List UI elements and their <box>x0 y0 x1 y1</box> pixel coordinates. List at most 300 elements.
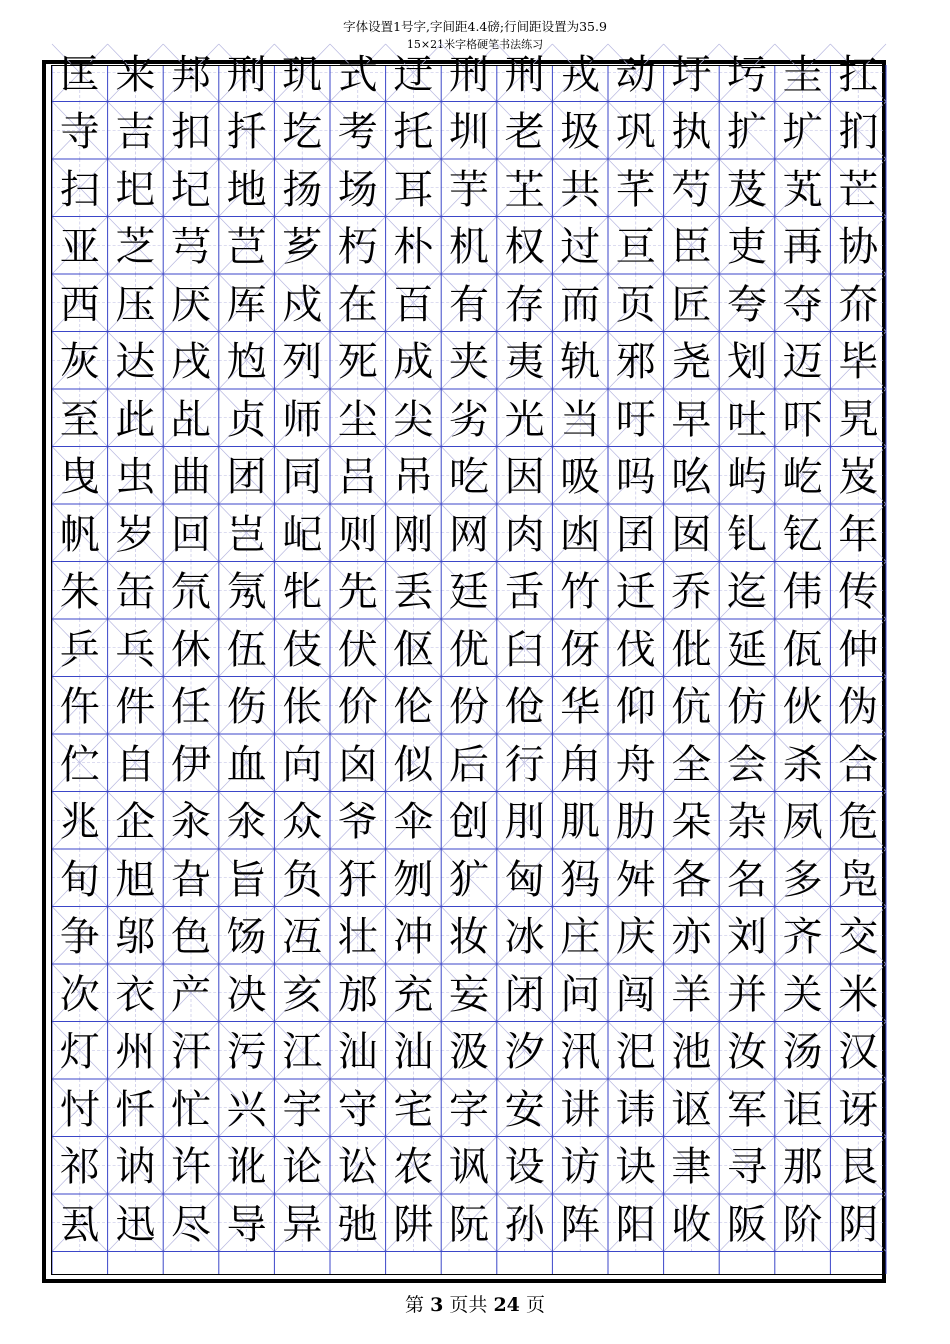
grid-character: 讴 <box>671 1086 712 1133</box>
grid-character: 灰 <box>59 339 100 386</box>
grid-character: 尽 <box>171 1201 211 1248</box>
grid-character: 优 <box>449 626 489 673</box>
grid-character: 伍 <box>226 626 267 673</box>
grid-character: 厌 <box>171 281 211 328</box>
grid-character: 因 <box>504 454 545 501</box>
grid-character: 玑 <box>282 51 323 98</box>
grid-character: 圹 <box>782 109 823 156</box>
grid-character: 页 <box>615 281 656 328</box>
grid-character: 吏 <box>727 224 767 271</box>
grid-character: 刚 <box>393 511 434 558</box>
grid-character: 圮 <box>171 166 211 213</box>
grid-character: 旯 <box>838 396 879 443</box>
grid-character: 扩 <box>727 109 767 156</box>
grid-character: 氽 <box>226 799 267 846</box>
grid-character: 伤 <box>226 684 267 731</box>
grid-character: 岁 <box>115 511 156 558</box>
grid-character: 污 <box>226 1029 267 1076</box>
grid-character: 创 <box>449 799 489 846</box>
grid-character: 伦 <box>393 684 434 731</box>
grid-character: 伛 <box>393 626 434 673</box>
grid-character: 年 <box>838 511 879 558</box>
grid-character: 过 <box>560 224 601 271</box>
grid-character: 圯 <box>115 166 156 213</box>
footer-total-pages: 24 <box>493 1294 520 1316</box>
grid-character: 吉 <box>115 109 156 156</box>
grid-character: 闯 <box>615 971 656 1018</box>
header-title-line: 15×21米字格硬笔书法练习 <box>406 38 544 51</box>
footer-middle: 页共 <box>449 1294 488 1316</box>
grid-character: 充 <box>393 971 434 1018</box>
grid-character: 回 <box>171 511 211 558</box>
grid-character: 吓 <box>782 396 823 443</box>
grid-character: 讼 <box>337 1144 378 1191</box>
grid-character: 汕 <box>337 1029 378 1076</box>
grid-character: 吸 <box>560 454 601 501</box>
grid-character: 贞 <box>226 396 267 443</box>
grid-character: 圪 <box>282 109 323 156</box>
grid-character: 凫 <box>838 856 879 903</box>
grid-character: 邪 <box>615 339 656 386</box>
grid-character: 肉 <box>504 511 545 558</box>
grid-character: 后 <box>449 741 489 788</box>
grid-character: 场 <box>337 166 378 213</box>
grid-character: 来 <box>115 51 156 98</box>
grid-character: 执 <box>671 109 712 156</box>
grid-character: 羊 <box>671 971 712 1018</box>
grid-character: 划 <box>727 339 767 386</box>
grid-character: 竹 <box>560 569 601 616</box>
grid-character: 汝 <box>727 1029 767 1076</box>
grid-character: 犴 <box>337 856 378 903</box>
grid-character: 汛 <box>560 1029 601 1076</box>
grid-character: 会 <box>727 741 767 788</box>
grid-character: 阮 <box>449 1201 489 1248</box>
grid-character: 尥 <box>226 339 267 386</box>
grid-character: 争 <box>59 914 100 961</box>
grid-character: 危 <box>838 799 879 846</box>
grid-character: 收 <box>671 1201 712 1248</box>
grid-character: 屿 <box>727 454 767 501</box>
grid-character: 阶 <box>782 1201 823 1248</box>
grid-character: 西 <box>59 281 100 328</box>
grid-character: 忏 <box>115 1086 156 1133</box>
grid-character: 至 <box>59 396 100 443</box>
grid-character: 扣 <box>171 109 211 156</box>
grid-character: 寺 <box>59 109 100 156</box>
grid-character: 灯 <box>59 1029 100 1076</box>
grid-character: 血 <box>226 741 267 788</box>
grid-character: 迁 <box>615 569 656 616</box>
grid-character: 芗 <box>282 224 323 271</box>
grid-character: 忙 <box>171 1086 211 1133</box>
grid-character: 诀 <box>615 1144 656 1191</box>
grid-character: 式 <box>337 51 378 98</box>
grid-character: 决 <box>226 971 267 1018</box>
grid-character: 帆 <box>59 511 100 558</box>
grid-character: 问 <box>560 971 601 1018</box>
grid-character: 劣 <box>449 396 489 443</box>
grid-character: 缶 <box>115 569 156 616</box>
grid-character: 冰 <box>504 914 545 961</box>
grid-character: 州 <box>115 1029 156 1076</box>
grid-character: 伎 <box>282 626 323 673</box>
grid-character: 团 <box>226 454 267 501</box>
grid-character: 仳 <box>671 626 712 673</box>
grid-character: 似 <box>393 741 434 788</box>
grid-character: 任 <box>171 684 211 731</box>
grid-character: 汆 <box>171 799 211 846</box>
grid-character: 迈 <box>782 339 823 386</box>
grid-character: 邦 <box>171 51 211 98</box>
grid-character: 企 <box>115 799 156 846</box>
grid-character: 有 <box>449 281 489 328</box>
grid-character: 庆 <box>615 914 656 961</box>
grid-character: 色 <box>171 914 211 961</box>
grid-character: 江 <box>282 1029 323 1076</box>
grid-character: 地 <box>226 166 267 213</box>
grid-character: 寻 <box>727 1144 767 1191</box>
grid-character: 设 <box>504 1144 545 1191</box>
grid-character: 弛 <box>337 1201 378 1248</box>
grid-character: 迄 <box>727 569 767 616</box>
grid-character: 负 <box>282 856 323 903</box>
grid-character: 刘 <box>727 914 767 961</box>
grid-character: 忖 <box>59 1086 100 1133</box>
grid-character: 夸 <box>727 281 767 328</box>
grid-character: 齐 <box>782 914 823 961</box>
grid-character: 尘 <box>337 396 378 443</box>
grid-character: 向 <box>282 741 323 788</box>
grid-character: 池 <box>671 1029 712 1076</box>
grid-character: 乓 <box>115 626 156 673</box>
grid-character: 汤 <box>782 1029 823 1076</box>
grid-character: 伥 <box>282 684 323 731</box>
grid-character: 肋 <box>615 799 656 846</box>
grid-character: 兴 <box>226 1086 267 1133</box>
grid-character: 关 <box>782 971 823 1018</box>
grid-character: 饧 <box>226 914 267 961</box>
grid-character: 邬 <box>115 914 156 961</box>
grid-character: 份 <box>449 684 489 731</box>
grid-character: 阱 <box>393 1201 434 1248</box>
grid-character: 芊 <box>615 166 656 213</box>
grid-character: 合 <box>838 741 879 788</box>
grid-character: 刎 <box>393 856 434 903</box>
grid-character: 吕 <box>337 454 378 501</box>
grid-character: 汗 <box>171 1029 211 1076</box>
grid-character: 芎 <box>171 224 211 271</box>
grid-character: 芋 <box>449 166 489 213</box>
grid-character: 乒 <box>59 626 100 673</box>
grid-character: 旭 <box>115 856 156 903</box>
grid-character: 犸 <box>560 856 601 903</box>
grid-character: 乩 <box>171 396 211 443</box>
grid-character: 爷 <box>337 799 378 846</box>
grid-character: 共 <box>560 166 601 213</box>
grid-character: 厍 <box>226 281 267 328</box>
grid-character: 芒 <box>838 166 879 213</box>
grid-character: 次 <box>59 971 100 1018</box>
grid-character: 许 <box>171 1144 211 1191</box>
grid-character: 邡 <box>337 971 378 1018</box>
grid-character: 而 <box>560 281 601 328</box>
grid-character: 屺 <box>282 511 323 558</box>
grid-character: 芏 <box>504 166 545 213</box>
grid-character: 仲 <box>838 626 879 673</box>
grid-character: 杂 <box>727 799 767 846</box>
grid-character: 衣 <box>115 971 156 1018</box>
page-footer <box>0 1290 950 1317</box>
grid-character: 老 <box>504 109 545 156</box>
grid-character: 冱 <box>282 914 323 961</box>
grid-character: 旬 <box>59 856 100 903</box>
grid-character: 论 <box>282 1144 323 1191</box>
grid-character: 刑 <box>449 51 489 98</box>
grid-character: 华 <box>560 684 601 731</box>
grid-character: 艮 <box>838 1144 879 1191</box>
grid-character: 汉 <box>838 1029 879 1076</box>
grid-character: 冲 <box>393 914 434 961</box>
grid-character: 伐 <box>615 626 656 673</box>
grid-character: 圾 <box>560 109 601 156</box>
grid-character: 仵 <box>59 684 100 731</box>
grid-character: 权 <box>504 224 545 271</box>
grid-character: 壮 <box>337 914 378 961</box>
grid-character: 臣 <box>671 224 712 271</box>
grid-character: 全 <box>671 741 712 788</box>
grid-character: 夷 <box>504 339 545 386</box>
grid-character: 舌 <box>504 569 545 616</box>
grid-character: 扛 <box>838 51 879 98</box>
grid-character: 祁 <box>59 1144 100 1191</box>
grid-character: 阴 <box>838 1201 879 1248</box>
grid-character: 行 <box>504 741 545 788</box>
grid-character: 佤 <box>782 626 823 673</box>
grid-character: 伪 <box>838 684 879 731</box>
grid-character: 迅 <box>115 1201 156 1248</box>
grid-character: 钇 <box>782 511 823 558</box>
grid-character: 先 <box>337 569 378 616</box>
grid-character: 军 <box>727 1086 767 1133</box>
grid-character: 刑 <box>226 51 267 98</box>
footer-prefix: 第 <box>405 1294 425 1316</box>
grid-character: 妄 <box>449 971 489 1018</box>
grid-character: 讶 <box>838 1086 879 1133</box>
grid-character: 伫 <box>59 741 100 788</box>
grid-character: 廷 <box>449 569 489 616</box>
grid-character: 巩 <box>615 109 656 156</box>
grid-character: 吊 <box>393 454 434 501</box>
grid-character: 同 <box>282 454 323 501</box>
grid-character: 囝 <box>615 511 656 558</box>
grid-character: 匈 <box>504 856 545 903</box>
grid-character: 价 <box>337 684 378 731</box>
grid-character: 曲 <box>171 454 211 501</box>
grid-character: 早 <box>671 396 712 443</box>
grid-character: 闭 <box>504 971 545 1018</box>
grid-character: 芄 <box>782 166 823 213</box>
grid-character: 夼 <box>838 281 879 328</box>
header-settings-line: 字体设置1号字,字间距4.4磅;行间距设置为35.9 <box>343 19 607 34</box>
grid-character: 延 <box>727 626 767 673</box>
grid-character: 成 <box>393 339 434 386</box>
grid-character: 众 <box>282 799 323 846</box>
grid-character: 亦 <box>671 914 712 961</box>
grid-character: 旮 <box>171 856 211 903</box>
grid-character: 当 <box>560 396 601 443</box>
grid-character: 妆 <box>449 914 489 961</box>
grid-character: 虫 <box>115 454 156 501</box>
grid-character: 凼 <box>560 511 601 558</box>
grid-character: 扫 <box>59 166 100 213</box>
grid-character: 机 <box>449 224 489 271</box>
grid-character: 芍 <box>671 166 712 213</box>
grid-character: 钆 <box>727 511 767 558</box>
grid-character: 在 <box>337 281 378 328</box>
grid-character: 守 <box>337 1086 378 1133</box>
grid-character: 扬 <box>282 166 323 213</box>
grid-character: 百 <box>393 281 434 328</box>
grid-character: 臼 <box>504 626 545 673</box>
grid-character: 讳 <box>615 1086 656 1133</box>
grid-character: 氘 <box>171 569 211 616</box>
grid-character: 朵 <box>671 799 712 846</box>
grid-character: 氖 <box>226 569 267 616</box>
grid-character: 异 <box>282 1201 323 1248</box>
grid-character: 亘 <box>615 224 656 271</box>
grid-character: 仿 <box>727 684 767 731</box>
grid-character: 夺 <box>782 281 823 328</box>
footer-suffix: 页 <box>525 1294 545 1316</box>
grid-character: 吐 <box>727 396 767 443</box>
grid-character: 导 <box>226 1201 267 1248</box>
grid-character: 各 <box>671 856 712 903</box>
grid-character: 扦 <box>226 109 267 156</box>
grid-character: 朱 <box>59 569 100 616</box>
grid-character: 名 <box>727 856 767 903</box>
grid-character: 死 <box>337 339 378 386</box>
grid-character: 岌 <box>838 454 879 501</box>
grid-character: 农 <box>393 1144 434 1191</box>
grid-character: 访 <box>560 1144 601 1191</box>
grid-character: 伉 <box>671 684 712 731</box>
grid-character: 自 <box>115 741 156 788</box>
grid-character: 芨 <box>727 166 767 213</box>
grid-character: 亥 <box>282 971 323 1018</box>
grid-character: 讹 <box>226 1144 267 1191</box>
grid-character: 刖 <box>504 799 545 846</box>
grid-character: 动 <box>615 51 656 98</box>
grid-character: 汜 <box>615 1029 656 1076</box>
grid-character: 字 <box>449 1086 489 1133</box>
grid-character: 牝 <box>282 569 323 616</box>
grid-character: 达 <box>115 339 156 386</box>
grid-character: 吆 <box>671 454 712 501</box>
grid-character: 轨 <box>560 339 601 386</box>
grid-character: 圬 <box>727 51 767 98</box>
grid-character: 吃 <box>449 454 489 501</box>
grid-character: 仰 <box>615 684 656 731</box>
grid-character: 甪 <box>560 741 601 788</box>
grid-character: 存 <box>504 281 545 328</box>
grid-character: 亚 <box>59 224 100 271</box>
grid-character: 杀 <box>782 741 823 788</box>
grid-character: 戌 <box>171 339 211 386</box>
grid-character: 并 <box>727 971 767 1018</box>
grid-character: 吁 <box>615 396 656 443</box>
grid-character: 讲 <box>560 1086 601 1133</box>
grid-character: 吗 <box>615 454 656 501</box>
grid-character: 伢 <box>560 626 601 673</box>
grid-character: 光 <box>504 396 545 443</box>
grid-character: 宇 <box>282 1086 323 1133</box>
footer-page-number: 3 <box>430 1294 444 1316</box>
grid-character: 托 <box>393 109 434 156</box>
grid-character: 协 <box>838 224 879 271</box>
grid-character: 再 <box>782 224 823 271</box>
grid-character: 匠 <box>671 281 712 328</box>
grid-character: 圩 <box>671 51 712 98</box>
grid-character: 刑 <box>504 51 545 98</box>
grid-character: 芑 <box>226 224 267 271</box>
grid-character: 件 <box>115 684 156 731</box>
grid-character: 兆 <box>59 799 100 846</box>
grid-character: 伊 <box>171 741 211 788</box>
grid-character: 囡 <box>671 511 712 558</box>
grid-character: 庄 <box>560 914 601 961</box>
grid-character: 屹 <box>782 454 823 501</box>
grid-character: 米 <box>838 971 879 1018</box>
grid-character: 宅 <box>393 1086 434 1133</box>
grid-character: 舟 <box>615 741 656 788</box>
grid-character: 戍 <box>282 281 323 328</box>
grid-character: 乔 <box>671 569 712 616</box>
grid-character: 耳 <box>393 166 434 213</box>
grid-character: 扪 <box>838 109 879 156</box>
grid-character: 阵 <box>560 1201 601 1248</box>
grid-character: 列 <box>282 339 323 386</box>
grid-character: 师 <box>282 396 323 443</box>
grid-character: 孙 <box>504 1201 545 1248</box>
grid-character: 尧 <box>671 339 712 386</box>
grid-character: 朽 <box>337 224 378 271</box>
grid-character: 朴 <box>393 224 434 271</box>
grid-character: 圳 <box>449 109 489 156</box>
grid-character: 休 <box>171 626 211 673</box>
grid-character: 夹 <box>449 339 489 386</box>
grid-character: 伧 <box>504 684 545 731</box>
grid-character: 汕 <box>393 1029 434 1076</box>
grid-character: 汲 <box>449 1029 489 1076</box>
grid-character: 交 <box>838 914 879 961</box>
grid-character: 传 <box>838 569 879 616</box>
grid-character: 犷 <box>449 856 489 903</box>
grid-character: 讵 <box>782 1086 823 1133</box>
grid-character: 丢 <box>393 569 434 616</box>
grid-character: 夙 <box>782 799 823 846</box>
grid-character: 伙 <box>782 684 823 731</box>
grid-character: 尖 <box>393 396 434 443</box>
grid-character: 囟 <box>337 741 378 788</box>
grid-character: 圭 <box>782 51 823 98</box>
grid-character: 汐 <box>504 1029 545 1076</box>
grid-character: 岂 <box>226 511 267 558</box>
grid-character: 安 <box>504 1086 545 1133</box>
grid-character: 产 <box>171 971 211 1018</box>
grid-character: 舛 <box>615 856 656 903</box>
grid-character: 网 <box>449 511 489 558</box>
